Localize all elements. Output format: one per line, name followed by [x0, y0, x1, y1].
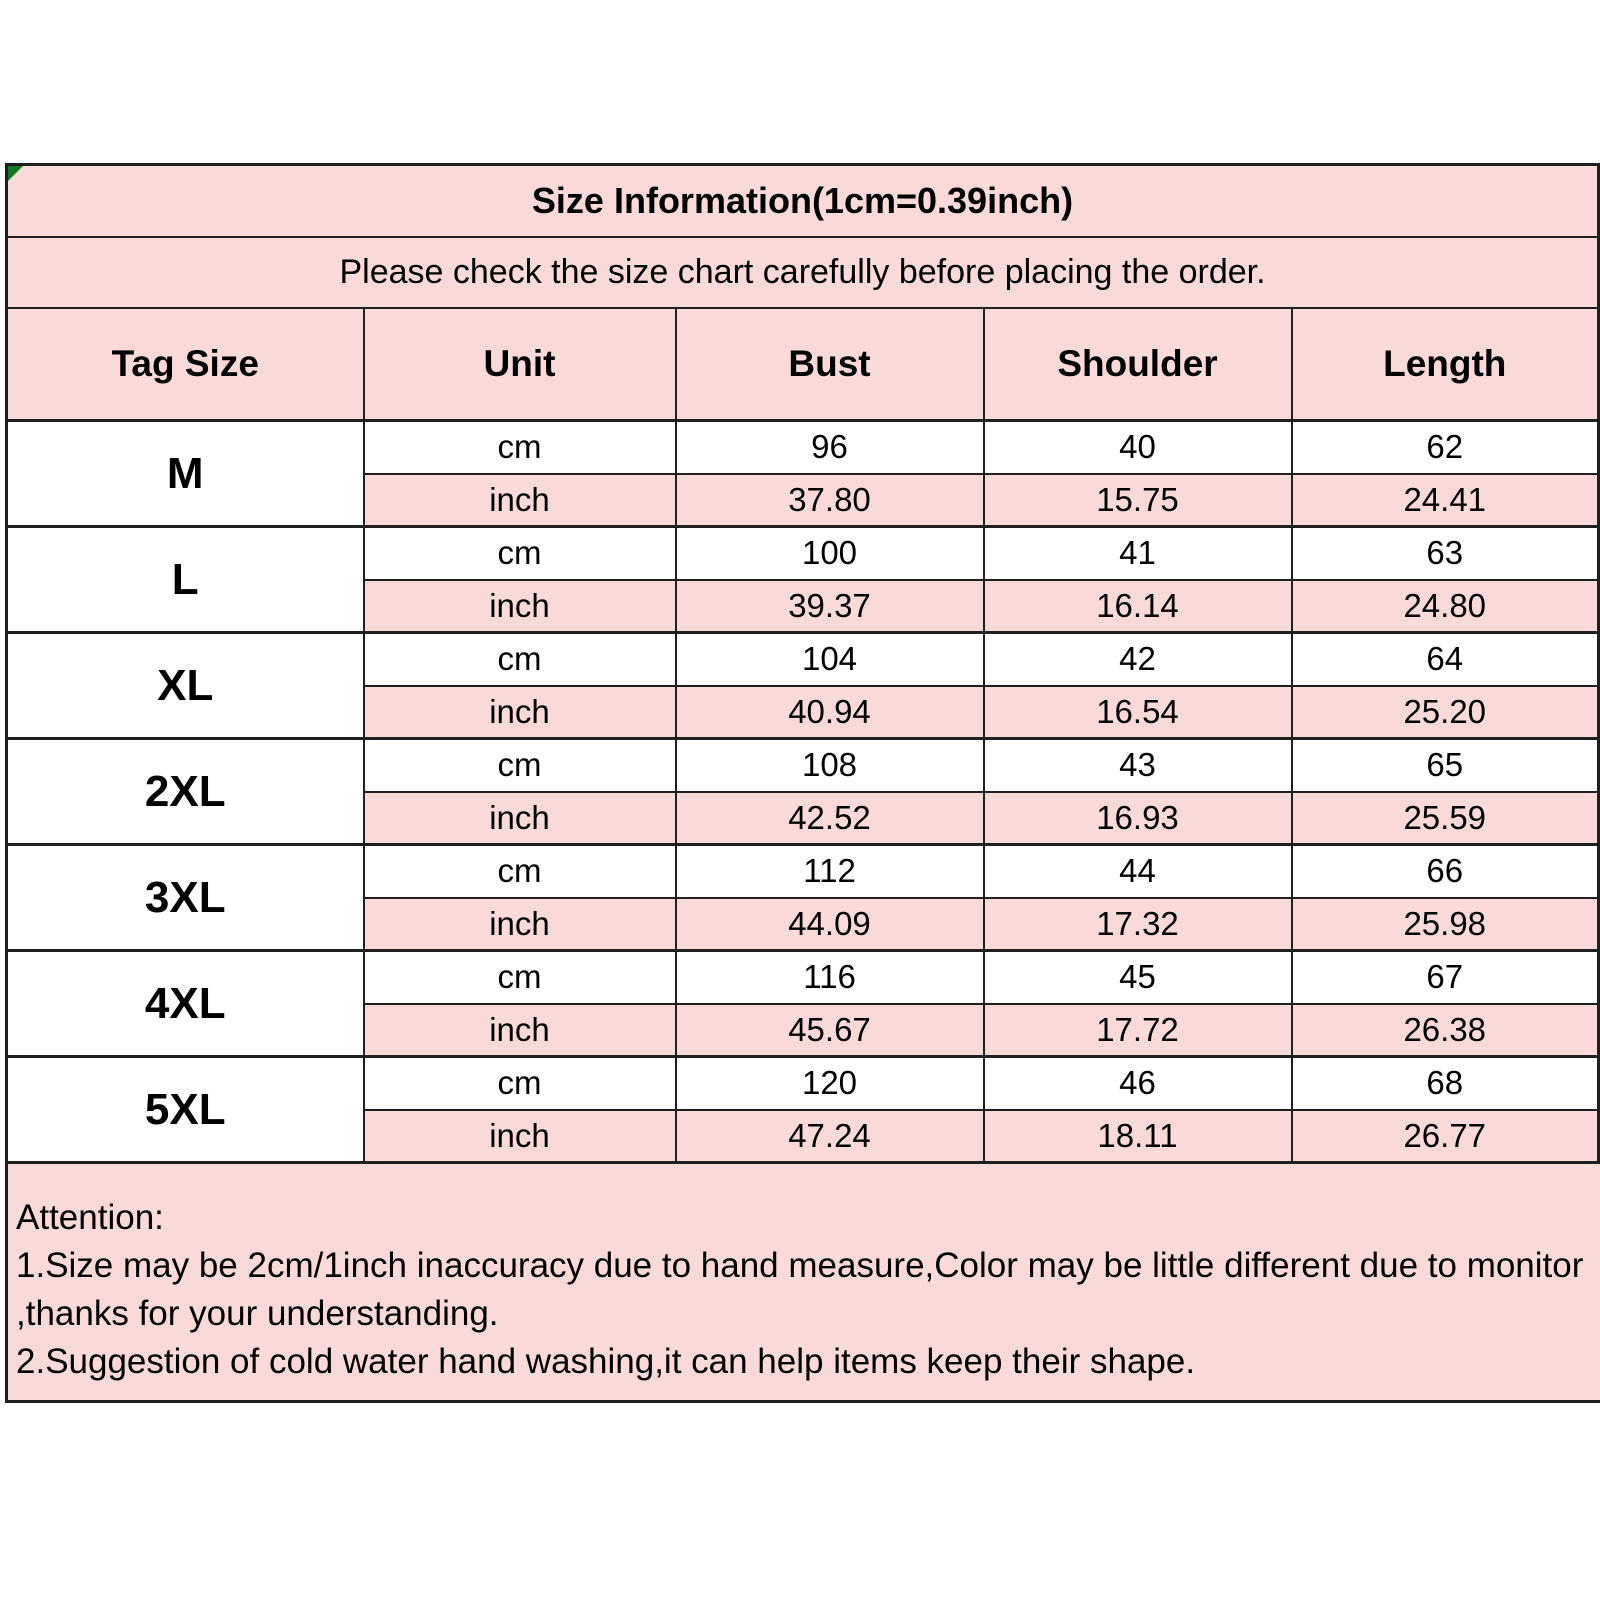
- length-inch-cell: 25.98: [1292, 898, 1599, 951]
- tag-size-cell: XL: [7, 633, 364, 739]
- shoulder-inch-cell: 16.14: [984, 580, 1292, 633]
- length-cm-cell: 66: [1292, 845, 1599, 898]
- tag-size-cell: 3XL: [7, 845, 364, 951]
- column-header-length: Length: [1292, 308, 1599, 421]
- shoulder-cm-cell: 41: [984, 527, 1292, 580]
- shoulder-cm-cell: 40: [984, 421, 1292, 474]
- tag-size-cell: L: [7, 527, 364, 633]
- bust-inch-cell: 39.37: [676, 580, 984, 633]
- length-cm-cell: 67: [1292, 951, 1599, 1004]
- size-row-cm: [7, 845, 1599, 898]
- shoulder-cm-cell: 43: [984, 739, 1292, 792]
- bust-cm-cell: 104: [676, 633, 984, 686]
- table-subtitle: Please check the size chart carefully before placing the order.: [7, 237, 1599, 308]
- column-header-shoulder: Shoulder: [984, 308, 1292, 421]
- unit-inch-cell: inch: [364, 898, 676, 951]
- bust-cm-cell: 116: [676, 951, 984, 1004]
- bust-cm-cell: 100: [676, 527, 984, 580]
- length-inch-cell: 24.80: [1292, 580, 1599, 633]
- attention-heading: Attention:: [16, 1198, 164, 1237]
- unit-inch-cell: inch: [364, 792, 676, 845]
- unit-inch-cell: inch: [364, 686, 676, 739]
- shoulder-cm-cell: 46: [984, 1057, 1292, 1110]
- bust-cm-cell: 120: [676, 1057, 984, 1110]
- length-cm-cell: 64: [1292, 633, 1599, 686]
- unit-cm-cell: cm: [364, 527, 676, 580]
- size-row-cm: [7, 951, 1599, 1004]
- shoulder-inch-cell: 16.54: [984, 686, 1292, 739]
- length-inch-cell: 26.38: [1292, 1004, 1599, 1057]
- attention-line-2: 2.Suggestion of cold water hand washing,it can help items keep their shape.: [16, 1342, 1196, 1381]
- size-row-cm: [7, 739, 1599, 792]
- bust-inch-cell: 40.94: [676, 686, 984, 739]
- shoulder-cm-cell: 45: [984, 951, 1292, 1004]
- shoulder-inch-cell: 17.72: [984, 1004, 1292, 1057]
- tag-size-cell: 2XL: [7, 739, 364, 845]
- table-title: Size Information(1cm=0.39inch): [7, 165, 1599, 237]
- unit-inch-cell: inch: [364, 1004, 676, 1057]
- shoulder-cm-cell: 42: [984, 633, 1292, 686]
- subtitle-row: [7, 237, 1599, 308]
- bust-cm-cell: 108: [676, 739, 984, 792]
- length-cm-cell: 62: [1292, 421, 1599, 474]
- bust-cm-cell: 96: [676, 421, 984, 474]
- unit-inch-cell: inch: [364, 580, 676, 633]
- shoulder-inch-cell: 18.11: [984, 1110, 1292, 1163]
- bust-inch-cell: 44.09: [676, 898, 984, 951]
- length-cm-cell: 65: [1292, 739, 1599, 792]
- unit-cm-cell: cm: [364, 739, 676, 792]
- column-header-row: [7, 308, 1599, 421]
- length-cm-cell: 68: [1292, 1057, 1599, 1110]
- unit-cm-cell: cm: [364, 1057, 676, 1110]
- attention-line-1: 1.Size may be 2cm/1inch inaccuracy due to hand measure,Color may be little different due to monitor ,thanks for your understanding.: [16, 1246, 1584, 1333]
- column-header-bust: Bust: [676, 308, 984, 421]
- unit-cm-cell: cm: [364, 421, 676, 474]
- size-row-cm: [7, 633, 1599, 686]
- green-corner-marker-icon: [8, 166, 23, 181]
- title-row: [7, 165, 1599, 237]
- tag-size-cell: 4XL: [7, 951, 364, 1057]
- size-chart: [5, 163, 1600, 1403]
- tag-size-cell: M: [7, 421, 364, 527]
- bust-inch-cell: 45.67: [676, 1004, 984, 1057]
- unit-cm-cell: cm: [364, 845, 676, 898]
- tag-size-cell: 5XL: [7, 1057, 364, 1163]
- shoulder-inch-cell: 15.75: [984, 474, 1292, 527]
- shoulder-cm-cell: 44: [984, 845, 1292, 898]
- length-cm-cell: 63: [1292, 527, 1599, 580]
- shoulder-inch-cell: 16.93: [984, 792, 1292, 845]
- unit-cm-cell: cm: [364, 951, 676, 1004]
- length-inch-cell: 25.59: [1292, 792, 1599, 845]
- bust-inch-cell: 42.52: [676, 792, 984, 845]
- unit-cm-cell: cm: [364, 633, 676, 686]
- bust-inch-cell: 37.80: [676, 474, 984, 527]
- size-row-cm: [7, 421, 1599, 474]
- bust-inch-cell: 47.24: [676, 1110, 984, 1163]
- size-table: [5, 163, 1600, 1164]
- attention-note: [5, 1164, 1600, 1403]
- column-header-tag-size: Tag Size: [7, 308, 364, 421]
- length-inch-cell: 26.77: [1292, 1110, 1599, 1163]
- column-header-unit: Unit: [364, 308, 676, 421]
- length-inch-cell: 24.41: [1292, 474, 1599, 527]
- size-row-cm: [7, 527, 1599, 580]
- size-row-cm: [7, 1057, 1599, 1110]
- shoulder-inch-cell: 17.32: [984, 898, 1292, 951]
- bust-cm-cell: 112: [676, 845, 984, 898]
- unit-inch-cell: inch: [364, 1110, 676, 1163]
- length-inch-cell: 25.20: [1292, 686, 1599, 739]
- unit-inch-cell: inch: [364, 474, 676, 527]
